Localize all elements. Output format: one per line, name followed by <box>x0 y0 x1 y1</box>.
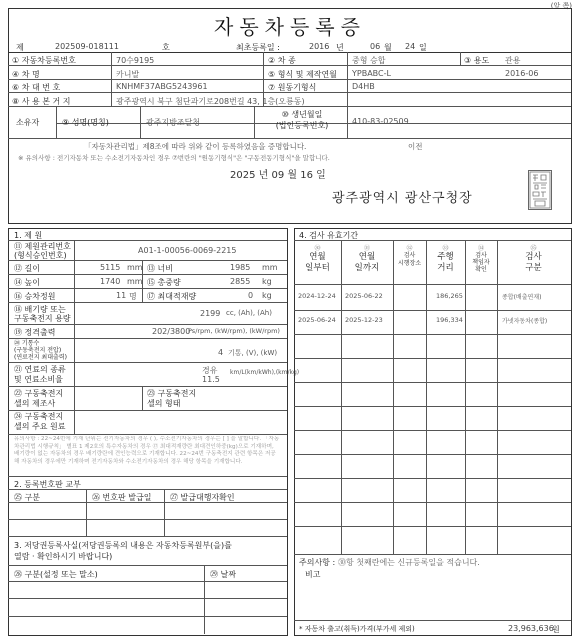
day-unit: 일 <box>419 43 427 52</box>
owner-name-value: 광주지방조달청 <box>146 118 201 127</box>
mortgage-category-label: ㉘ 구분(설정 또는 말소) <box>14 570 98 579</box>
height-unit: mm <box>127 277 143 286</box>
max-load-value: 0 <box>248 291 254 300</box>
spec-section-title: 1. 제 원 <box>14 231 43 240</box>
header-from-num: ㉚ <box>314 245 321 252</box>
issue-date: 2025 년 09 월 16 일 <box>230 170 326 181</box>
battery-material-label: ㉔ 구동축전지 셀의 주요 원료 <box>14 412 66 431</box>
header-officer-num: ㉞ <box>477 245 484 252</box>
length-label: ⑫ 길이 <box>14 264 40 273</box>
length-value: 5115 <box>100 263 121 272</box>
year-unit: 년 <box>336 43 344 52</box>
header-type-num: ㉟ <box>530 245 537 252</box>
row-from: 2025-06-24 <box>298 316 336 324</box>
inspection-header-to <box>341 243 393 274</box>
header-type-label: 검사 구분 <box>525 252 542 273</box>
header-mileage-num: ㉝ <box>442 245 449 252</box>
rated-output-value: 202/3800 <box>152 327 191 336</box>
owner-label: 소유자 <box>16 118 40 127</box>
max-load-unit: kg <box>262 291 272 300</box>
header-officer-label: 검사 책임자 확인 <box>472 252 490 273</box>
spec-management-label: ⑪ 제원관리번호 (형식승인번호) <box>14 242 71 260</box>
model-type-label: ⑤ 형식 및 제작연월 <box>268 70 337 79</box>
no-label: 제 <box>16 43 24 52</box>
price-unit: 원 <box>552 625 560 634</box>
vehicle-type-label: ② 차 종 <box>268 56 296 65</box>
cylinders-label: ⑳ 기통수 (구동축전지 전압) (연료전지 최대출력) <box>14 340 67 361</box>
remarks-label: 비고 <box>305 570 321 579</box>
seating-label: ⑯ 승차정원 <box>14 292 56 301</box>
vin-value: KNHMF37ABG5243961 <box>116 82 208 91</box>
plate-issue-date-label: ㉖ 번호판 발급일 <box>92 493 152 502</box>
row-type: 가넷자동차(종합) <box>502 318 548 325</box>
fuel-type-value: 경유 <box>202 366 218 375</box>
model-name-value: 카니발 <box>116 70 140 79</box>
price-label: * 자동차 출고(취득)가격(부가세 제외) <box>299 625 415 633</box>
inspection-notice-label: 주의사항 : <box>299 558 336 567</box>
row-from: 2024-12-24 <box>298 292 336 300</box>
row-type: 종합(배출연재) <box>502 294 542 301</box>
caution-note: ※ 유의사항 : 전기자동차 또는 수소전기자동차인 경우 ⑦번란의 "원동기형식"은 "구동전동기형식"을 말합니다. <box>18 154 330 162</box>
header-to-num: ㉛ <box>363 245 370 252</box>
row-mileage: 196,334 <box>436 316 463 324</box>
ho-label: 호 <box>162 43 170 52</box>
header-mileage-label: 주행 거리 <box>437 252 454 273</box>
displacement-label: ⑱ 배기량 또는 구동축전지 용량 <box>14 305 71 323</box>
owner-name-label: ⑨ 성명(명칭) <box>62 118 109 127</box>
gross-weight-unit: kg <box>262 277 272 286</box>
plate-section-title: 2. 등록번호판 교부 <box>14 480 81 489</box>
inspection-header-type <box>497 243 570 274</box>
fuel-efficiency-value: 11.5 <box>202 375 220 384</box>
rated-output-label: ⑲ 정격출력 <box>14 328 56 337</box>
engine-type-label: ⑦ 원동기형식 <box>268 83 317 92</box>
rated-output-unit: Ps/rpm, (kW/rpm), (kW/rpm) <box>188 327 280 335</box>
width-unit: mm <box>262 263 278 272</box>
vin-label: ⑥ 차 대 번 호 <box>12 83 61 92</box>
width-value: 1985 <box>230 263 251 272</box>
issuing-agent-label: ㉗ 발급대행자확인 <box>170 493 235 502</box>
reg-number-value: 70수9195 <box>116 56 155 65</box>
month-unit: 월 <box>384 43 392 52</box>
length-unit: mm <box>127 263 143 272</box>
spec-management-value: A01-1-00056-0069-2215 <box>138 246 237 255</box>
inspection-notice-text: ㉚항 첫째란에는 신규등록일을 적습니다. <box>338 558 480 567</box>
inspection-row <box>294 286 571 310</box>
base-location-value: 광주광역시 북구 첨단과기로208번길 43, 1층(오룡동) <box>116 97 305 106</box>
fuel-unit: km/L(km/kWh),(km/kg) <box>230 369 300 376</box>
spec-note: 유의사항 : 22~24번에 기재 단위는 전기자동차의 경우 ( ), 수소전기자동차의 경우는 [ ] 을 말합니다. 「자동차관리법 시행규칙」 별표 1 제2호의 특수자동차의 경우 ⑰ 최대적재량란 최대견인하중(kg)으로 기재하며, 배기량이 없는 자동차의 경우 배기량란에 견인능력으로 기재합니다. 22~24번 구동축전지 관련 항목은 저공해 자동차의 경우에만 기재하며 전기자동차와 수소전기자동차의 경우 해당 항목을 기재합니다. <box>14 436 280 465</box>
mortgage-date-label: ㉙ 날짜 <box>210 570 236 579</box>
manufacture-date: 2016-06 <box>505 69 539 78</box>
certificate-number: 202509-018111 <box>55 42 119 51</box>
certification-notice: 「자동차관리법」제8조에 따라 위와 같이 등록하였음을 증명합니다. <box>84 142 307 151</box>
base-location-label: ⑧ 사 용 본 거 지 <box>12 97 71 106</box>
fuel-label: ㉑ 연료의 종류 및 연료소비율 <box>14 365 66 384</box>
battery-maker-label: ㉒ 구동축전지 셀의 제조사 <box>14 389 64 408</box>
transfer-mark: 이전 <box>408 142 423 151</box>
inspection-header-mileage <box>426 243 465 274</box>
seating-unit: 명 <box>129 292 137 301</box>
issuer-name: 광주광역시 광산구청장 <box>332 191 473 206</box>
inspection-header-place <box>393 243 426 268</box>
gross-weight-label: ⑮ 총중량 <box>147 278 181 287</box>
battery-type-label: ㉓ 구동축전지 셀의 형태 <box>147 389 197 408</box>
price-value: 23,963,636 <box>508 624 554 633</box>
engine-type-value: D4HB <box>352 82 375 91</box>
first-reg-month: 06 <box>370 42 381 51</box>
official-seal <box>528 170 552 210</box>
model-name-label: ④ 차 명 <box>12 70 40 79</box>
corp-reg-number: 410-83-02509 <box>352 117 409 126</box>
inspection-header-from <box>294 243 341 274</box>
plate-category-label: ㉕ 구분 <box>14 493 40 502</box>
height-label: ⑭ 높이 <box>14 278 40 287</box>
birth-label: ⑩ 생년월일 (법인등록번호) <box>275 110 329 130</box>
usage-value: 관용 <box>505 56 521 65</box>
document-title: 자동차등록증 <box>214 15 366 39</box>
reg-number-label: ① 자동차등록번호 <box>12 56 76 65</box>
height-value: 1740 <box>100 277 121 286</box>
displacement-unit: cc, (Ah), (Ah) <box>226 309 272 317</box>
usage-label: ③ 용도 <box>464 56 490 65</box>
model-type-value: YPBABC-L <box>352 69 391 78</box>
header-to-label: 연월 일까지 <box>354 252 380 273</box>
cylinders-value: 4 <box>218 348 224 357</box>
inspection-header-officer <box>465 243 497 273</box>
first-reg-day: 24 <box>405 42 416 51</box>
page-side-label: (앞 쪽) <box>550 2 572 10</box>
inspection-section-title: 4. 검사 유효기간 <box>299 231 359 240</box>
inspection-row <box>294 310 571 334</box>
first-reg-year: 2016 <box>309 42 330 51</box>
header-place-label: 검사 시행장소 <box>397 252 422 267</box>
displacement-value: 2199 <box>200 309 221 318</box>
seating-value: 11 <box>116 291 127 300</box>
vehicle-type-value: 중형 승합 <box>352 56 386 65</box>
header-place-num: ㉜ <box>406 245 413 252</box>
max-load-label: ⑰ 최대적재량 <box>147 292 197 301</box>
gross-weight-value: 2855 <box>230 277 251 286</box>
row-to: 2025-12-23 <box>345 316 383 324</box>
first-registration-label: 최초등록일 : <box>236 43 280 52</box>
header-from-label: 연월 일부터 <box>305 252 330 273</box>
row-mileage: 186,265 <box>436 292 463 300</box>
width-label: ⑬ 너비 <box>147 264 173 273</box>
cylinders-unit: 기통, (V), (kW) <box>228 349 278 357</box>
mortgage-section-title: 3. 저당권등록사실(저당권등록의 내용은 자동차등록원부(을)를 열람 · 확인하시기 바랍니다) <box>14 541 232 561</box>
row-to: 2025-06-22 <box>345 292 383 300</box>
